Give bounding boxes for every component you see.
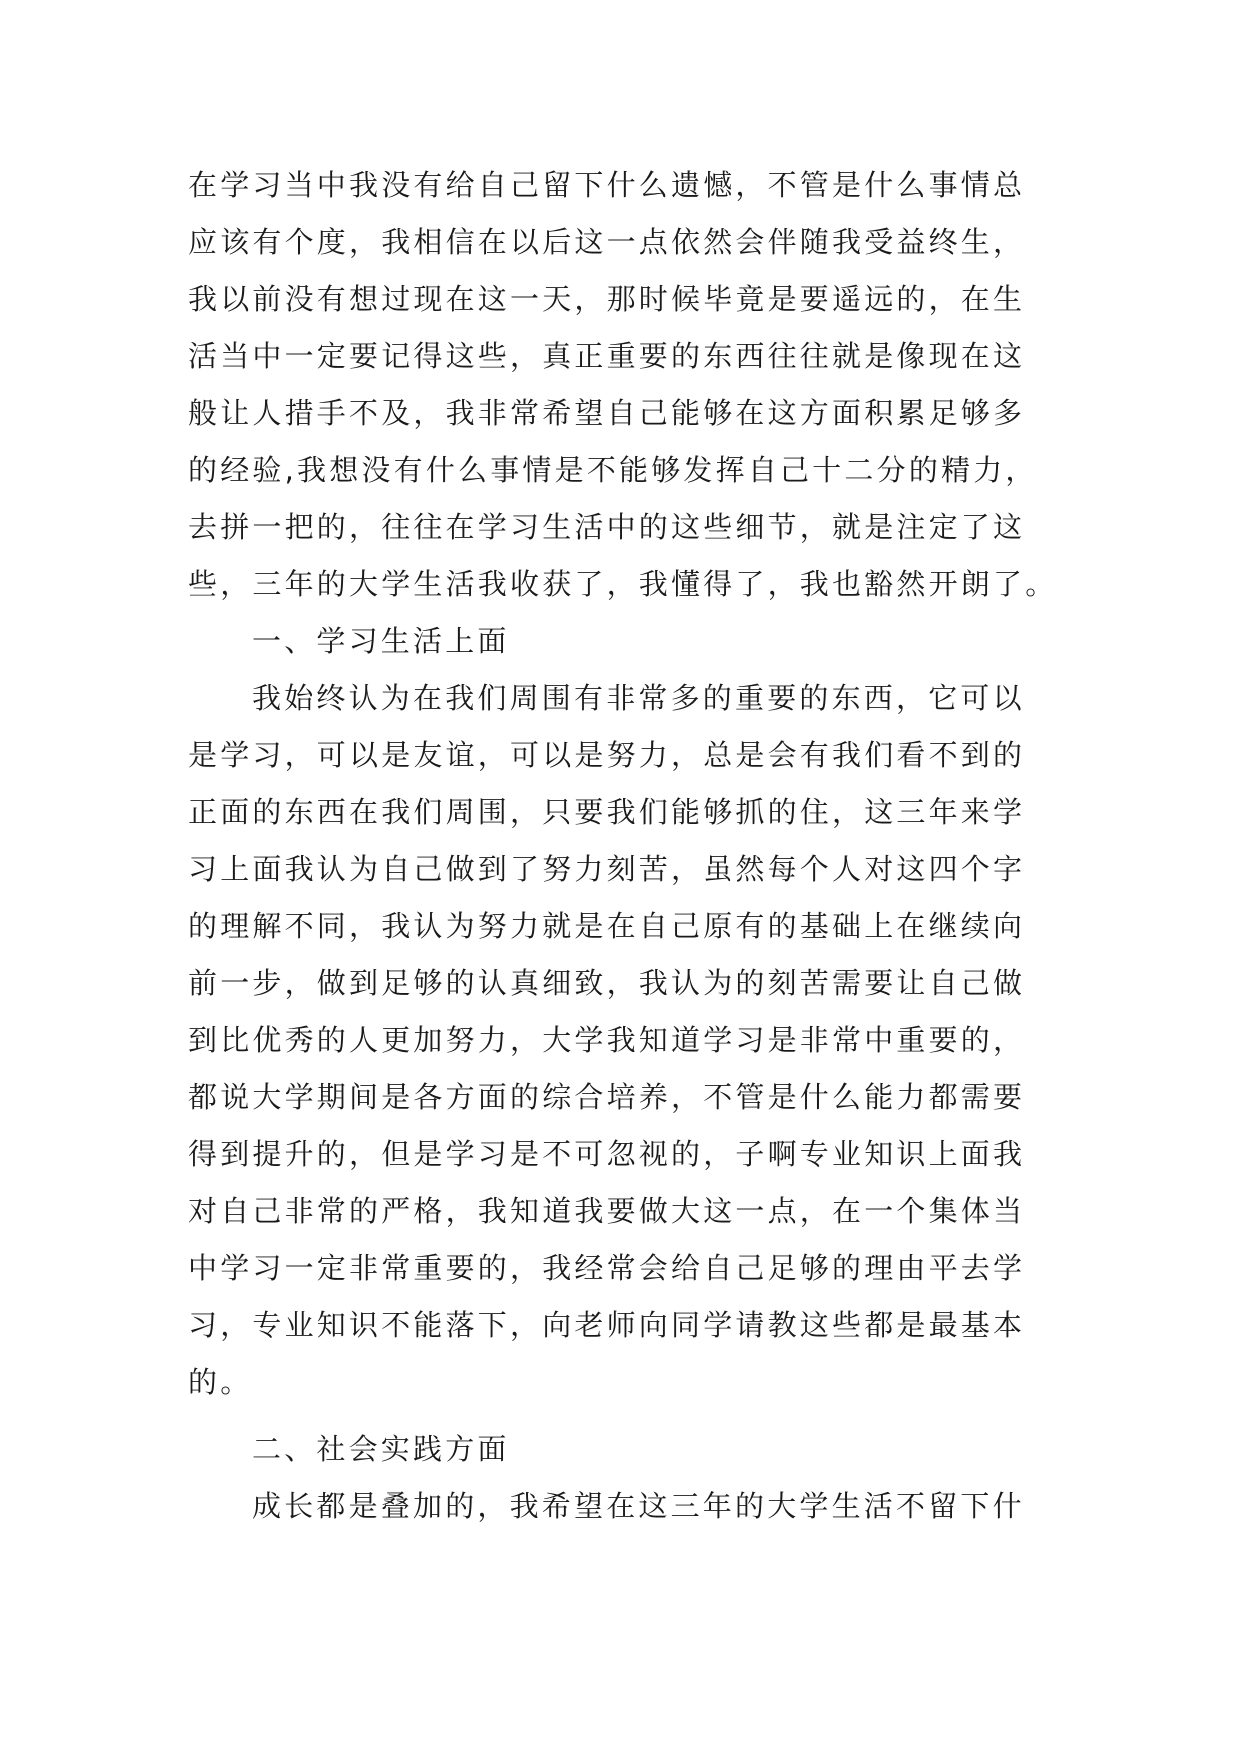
text-line: 习上面我认为自己做到了努力刻苦，虽然每个人对这四个字 <box>188 852 1026 886</box>
text-line: 些，三年的大学生活我收获了，我懂得了，我也豁然开朗了。 <box>188 567 1058 601</box>
text-line: 去拼一把的，往往在学习生活中的这些细节，就是注定了这 <box>188 510 1026 544</box>
text-line: 对自己非常的严格，我知道我要做大这一点，在一个集体当 <box>188 1194 1026 1228</box>
text-line: 是学习，可以是友谊，可以是努力，总是会有我们看不到的 <box>188 738 1026 772</box>
text-line: 的理解不同，我认为努力就是在自己原有的基础上在继续向 <box>188 909 1026 943</box>
text-line: 都说大学期间是各方面的综合培养，不管是什么能力都需要 <box>188 1080 1026 1114</box>
text-line: 成长都是叠加的，我希望在这三年的大学生活不留下什 <box>252 1489 1025 1523</box>
text-line: 我始终认为在我们周围有非常多的重要的东西，它可以 <box>252 681 1025 715</box>
text-line: 的经验,我想没有什么事情是不能够发挥自己十二分的精力， <box>188 453 1038 487</box>
text-line: 我以前没有想过现在这一天，那时候毕竟是要遥远的，在生 <box>188 282 1026 316</box>
text-line: 的。 <box>188 1365 253 1399</box>
paragraph-continuation <box>188 157 1058 613</box>
section-heading-study-life: 一、学习生活上面 <box>252 624 510 658</box>
paragraph-social-practice <box>188 1478 1058 1535</box>
text-line: 应该有个度，我相信在以后这一点依然会伴随我受益终生， <box>188 225 1026 259</box>
text-line: 在学习当中我没有给自己留下什么遗憾，不管是什么事情总 <box>188 168 1026 202</box>
document-body <box>188 157 1058 1535</box>
text-line: 到比优秀的人更加努力，大学我知道学习是非常中重要的， <box>188 1023 1026 1057</box>
text-line: 习，专业知识不能落下，向老师向同学请教这些都是最基本 <box>188 1308 1026 1342</box>
text-line: 正面的东西在我们周围，只要我们能够抓的住，这三年来学 <box>188 795 1026 829</box>
paragraph-study-life <box>188 670 1058 1411</box>
section-heading-social-practice: 二、社会实践方面 <box>252 1432 510 1466</box>
paragraph-gap <box>188 1411 1058 1421</box>
text-line: 前一步，做到足够的认真细致，我认为的刻苦需要让自己做 <box>188 966 1026 1000</box>
text-line: 中学习一定非常重要的，我经常会给自己足够的理由平去学 <box>188 1251 1026 1285</box>
text-line: 般让人措手不及，我非常希望自己能够在这方面积累足够多 <box>188 396 1026 430</box>
text-line: 活当中一定要记得这些，真正重要的东西往往就是像现在这 <box>188 339 1026 373</box>
text-line: 得到提升的，但是学习是不可忽视的，子啊专业知识上面我 <box>188 1137 1026 1171</box>
